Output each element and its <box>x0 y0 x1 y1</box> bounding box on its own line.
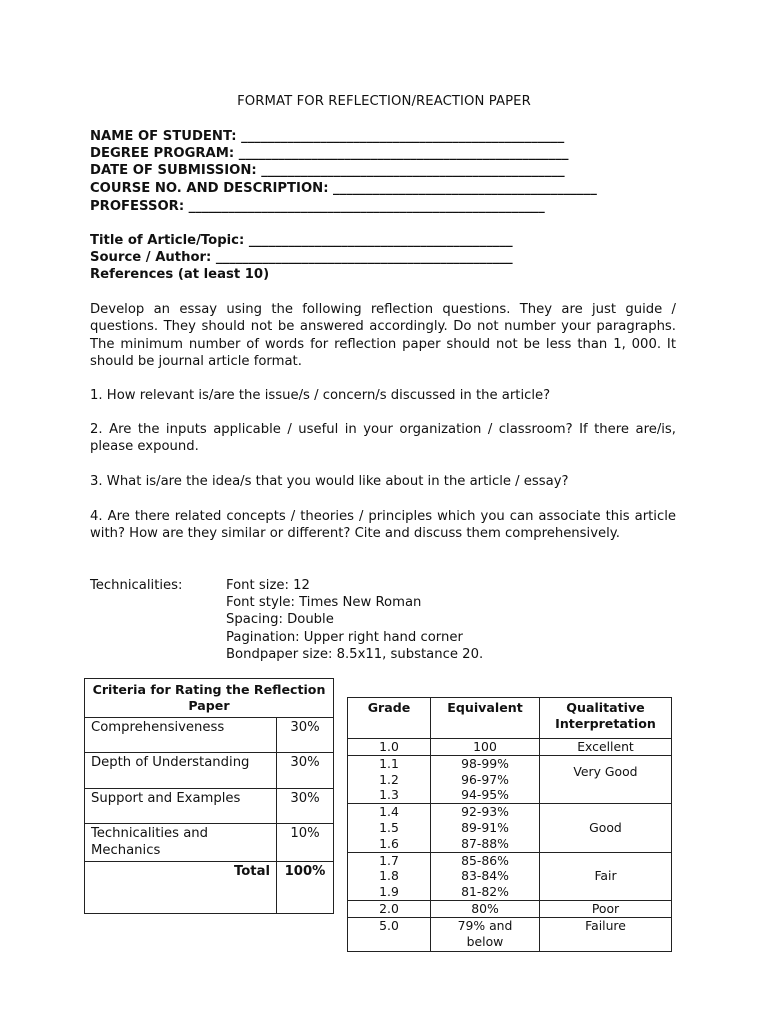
interpretation-cell: Excellent <box>540 739 672 756</box>
title-of-article-field: Title of Article/Topic: ________________________________________ <box>90 233 513 248</box>
document-title: FORMAT FOR REFLECTION/REACTION PAPER <box>237 94 531 109</box>
equivalent-cell <box>431 852 540 900</box>
interpretation-cell: Failure <box>540 917 672 951</box>
grade-cell <box>348 755 431 803</box>
interpretation-cell: Very Good <box>540 755 672 803</box>
tech-bondpaper: Bondpaper size: 8.5x11, substance 20. <box>226 647 484 662</box>
interpretation-header: Qualitative Interpretation <box>540 698 672 739</box>
criteria-name: Comprehensiveness <box>85 718 277 753</box>
interpretation-cell: Good <box>540 804 672 852</box>
question-2: 2. Are the inputs applicable / useful in your organization / classroom? If there are/is, please expound. <box>90 422 676 455</box>
tech-font-size: Font size: 12 <box>226 578 310 593</box>
equivalent-cell <box>431 917 540 951</box>
equivalent-value: 89-91% <box>461 819 509 835</box>
criteria-table <box>84 678 334 914</box>
equivalent-value: 92-93% <box>461 804 509 820</box>
equivalent-value: 94-95% <box>461 787 509 803</box>
equivalent-value: 81-82% <box>461 884 509 900</box>
grade-value: 5.0 <box>379 917 399 933</box>
equivalent-value: 98-99% <box>461 755 509 771</box>
equivalent-value: 79% and below <box>457 917 513 949</box>
equivalent-value: 96-97% <box>461 771 509 787</box>
grade-value: 1.3 <box>379 787 399 803</box>
grade-value: 1.5 <box>379 819 399 835</box>
question-1: 1. How relevant is/are the issue/s / concern/s discussed in the article? <box>90 388 551 403</box>
criteria-total-value: 100% <box>277 862 334 914</box>
grade-cell <box>348 739 431 756</box>
professor-field: PROFESSOR: ______________________________________________________ <box>90 199 545 214</box>
question-4: 4. Are there related concepts / theories / principles which you can associate this article with? How are they similar or different? Cite and discuss them comprehensively. <box>90 509 676 542</box>
grade-value: 1.9 <box>379 884 399 900</box>
grade-value: 1.2 <box>379 771 399 787</box>
criteria-header: Criteria for Rating the Reflection Paper <box>85 679 334 718</box>
criteria-total-label: Total <box>85 862 277 914</box>
grade-value: 1.8 <box>379 868 399 884</box>
tech-pagination: Pagination: Upper right hand corner <box>226 630 463 645</box>
equivalent-value: 87-88% <box>461 835 509 851</box>
grade-value: 1.4 <box>379 804 399 820</box>
equivalent-value: 100 <box>473 739 497 754</box>
source-author-field: Source / Author: _____________________________________________ <box>90 250 513 265</box>
criteria-pct: 30% <box>277 789 334 824</box>
grade-header: Grade <box>348 698 431 739</box>
equivalent-value: 85-86% <box>461 852 509 868</box>
grade-value: 1.0 <box>379 739 399 754</box>
criteria-pct: 30% <box>277 753 334 789</box>
grade-value: 2.0 <box>379 900 399 916</box>
equivalent-value: 80% <box>471 900 499 916</box>
interpretation-cell: Poor <box>540 900 672 917</box>
name-of-student-field: NAME OF STUDENT: _________________________________________________ <box>90 129 565 144</box>
references-field: References (at least 10) <box>90 267 270 282</box>
criteria-pct: 10% <box>277 824 334 862</box>
grade-cell <box>348 917 431 951</box>
grades-table <box>347 697 672 952</box>
equivalent-cell <box>431 739 540 756</box>
tech-spacing: Spacing: Double <box>226 612 334 627</box>
criteria-name: Depth of Understanding <box>85 753 277 789</box>
course-no-field: COURSE NO. AND DESCRIPTION: ________________________________________ <box>90 181 597 196</box>
grade-value: 1.1 <box>379 755 399 771</box>
equivalent-value: 83-84% <box>461 868 509 884</box>
grade-cell <box>348 900 431 917</box>
equivalent-cell <box>431 900 540 917</box>
interpretation-cell: Fair <box>540 852 672 900</box>
equivalent-cell <box>431 755 540 803</box>
degree-program-field: DEGREE PROGRAM: __________________________________________________ <box>90 146 569 161</box>
grade-cell <box>348 804 431 852</box>
tech-font-style: Font style: Times New Roman <box>226 595 422 610</box>
criteria-name: Technicalities and Mechanics <box>85 824 277 862</box>
question-3: 3. What is/are the idea/s that you would like about in the article / essay? <box>90 474 569 489</box>
equivalent-header: Equivalent <box>431 698 540 739</box>
intro-paragraph: Develop an essay using the following reflection questions. They are just guide / questions. They should not be answered accordingly. Do not number your paragraphs. The minimum number of words for reflection paper should not be less than 1, 000. It should be journal article format. <box>90 302 676 370</box>
date-of-submission-field: DATE OF SUBMISSION: ______________________________________________ <box>90 163 565 178</box>
grade-value: 1.7 <box>379 852 399 868</box>
technicalities-label: Technicalities: <box>90 578 183 593</box>
criteria-pct: 30% <box>277 718 334 753</box>
grade-cell <box>348 852 431 900</box>
criteria-name: Support and Examples <box>85 789 277 824</box>
grade-value: 1.6 <box>379 835 399 851</box>
equivalent-cell <box>431 804 540 852</box>
